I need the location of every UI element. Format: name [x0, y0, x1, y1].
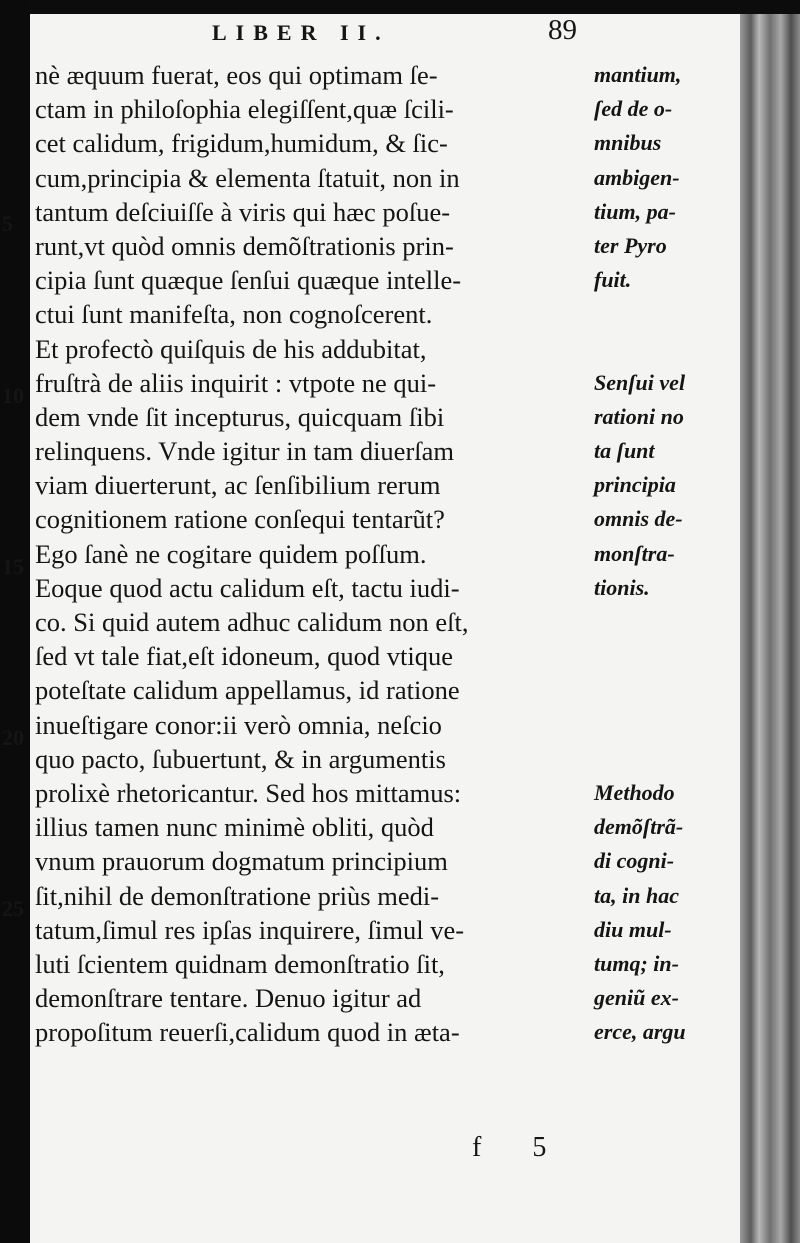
text-line: co. Si quid autem adhuc calidum non eſt, — [35, 607, 469, 637]
margin-note-line — [594, 708, 744, 742]
line-number-5: 5 — [2, 211, 13, 236]
scan-left-border — [0, 0, 30, 1243]
margin-note-line: monſtra- — [594, 540, 675, 566]
text-line: Eoque quod actu calidum eſt, tactu iudi- — [35, 572, 460, 603]
margin-note-line: mnibus — [594, 130, 662, 156]
book-page-edges — [740, 14, 800, 1243]
text-line: cipia ſunt quæque ſenſui quæque intelle- — [35, 265, 462, 296]
page-number: 89 — [548, 14, 577, 46]
margin-note-line: geniũ ex- — [594, 985, 679, 1011]
margin-note-line: rationi no — [594, 403, 684, 429]
text-line: ctam in philoſophia elegiſſent,quæ ſcili- — [35, 94, 454, 125]
text-line: quo pacto, ſubuertunt, & in argumentis — [35, 743, 446, 774]
text-line: inueſtigare conor:ii verò omnia, neſcio — [35, 709, 442, 740]
margin-note-line: omnis de- — [594, 506, 683, 532]
text-line: cet calidum, frigidum,humidum, & ſic- — [35, 128, 448, 159]
text-line: prolixè rhetoricantur. Sed hos mittamus: — [35, 777, 462, 808]
text-line: nè æquum fuerat, eos qui optimam ſe- — [35, 60, 438, 90]
text-line: Ego ſanè ne cogitare quidem poſſum. — [35, 538, 427, 569]
text-line: Et profectò quiſquis de his addubitat, — [35, 333, 427, 364]
margin-note-line: principia — [594, 472, 676, 498]
line-number-10: 10 — [2, 383, 24, 408]
marginal-notes — [594, 58, 744, 1049]
margin-note-line: tium, pa- — [594, 198, 676, 224]
line-number-20: 20 — [2, 725, 24, 750]
text-line: tantum deſciuiſſe à viris qui hæc poſue- — [35, 196, 451, 227]
margin-note-line — [594, 673, 744, 707]
text-line: dem vnde ſit incepturus, quicquam ſibi — [35, 401, 445, 432]
margin-note-line: ambigen- — [594, 164, 680, 190]
line-number-15: 15 — [2, 554, 24, 579]
signature-mark: f 5 — [472, 1132, 569, 1163]
text-line: fruſtrà de aliis inquirit : vtpote ne qui- — [35, 367, 437, 398]
text-line: cognitionem ratione conſequi tentarũt? — [35, 504, 445, 535]
text-line: illius tamen nunc minimè obliti, quòd — [35, 812, 434, 843]
text-line: propoſitum reuerſi,calidum quod in æta- — [35, 1017, 460, 1048]
margin-note-line — [594, 639, 744, 673]
margin-note-line: ter Pyro — [594, 232, 667, 258]
margin-note-line: ta ſunt — [594, 438, 655, 464]
text-line: cum,principia & elementa ſtatuit, non in — [35, 162, 460, 193]
margin-note-line — [594, 332, 744, 366]
margin-note-line: tumq; in- — [594, 950, 679, 976]
text-line: ctui ſunt manifeſta, non cognoſcerent. — [35, 299, 433, 330]
margin-note-line: mantium, — [594, 62, 682, 87]
margin-note-line: fuit. — [594, 267, 632, 293]
text-line: luti ſcientem quidnam demonſtratio ſit, — [35, 948, 445, 979]
margin-note-line: diu mul- — [594, 916, 672, 942]
margin-note-line: ta, in hac — [594, 882, 679, 908]
text-line: demonſtrare tentare. Denuo igitur ad — [35, 983, 422, 1014]
margin-note-line: tionis. — [594, 574, 650, 600]
margin-note-line: Senſui vel — [594, 369, 686, 395]
text-line: viam diuerterunt, ac ſenſibilium rerum — [35, 470, 441, 501]
main-text-block — [35, 58, 605, 1049]
running-head: LIBER II. — [212, 20, 390, 45]
text-line: vnum prauorum dogmatum principium — [35, 846, 448, 877]
margin-note-line — [594, 605, 744, 639]
text-line: ſed vt tale fiat,eſt idoneum, quod vtique — [35, 641, 454, 672]
margin-note-line: erce, argu — [594, 1019, 686, 1045]
margin-note-line — [594, 742, 744, 776]
margin-note-line: demõſtrã- — [594, 814, 684, 840]
line-number-25: 25 — [2, 896, 24, 921]
margin-note-line: di cogni- — [594, 848, 675, 874]
margin-note-line: ſed de o- — [594, 96, 673, 122]
margin-note-line — [594, 297, 744, 331]
page-header — [0, 14, 800, 54]
text-line: tatum,ſimul res ipſas inquirere, ſimul ve- — [35, 914, 465, 945]
text-line: ſit,nihil de demonſtratione priùs medi- — [35, 880, 440, 911]
text-line: poteſtate calidum appellamus, id ratione — [35, 675, 460, 706]
margin-note-line: Methodo — [594, 779, 675, 805]
text-line: runt,vt quòd omnis demõſtrationis prin- — [35, 230, 454, 261]
text-line: relinquens. Vnde igitur in tam diuerſam — [35, 436, 455, 467]
